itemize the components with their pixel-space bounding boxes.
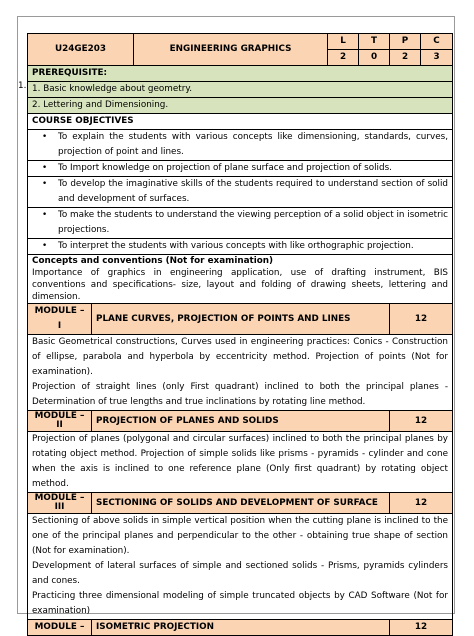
module-header-row [28, 493, 453, 514]
ltpc-value: 2 [328, 50, 359, 66]
module-label: MODULE – III [28, 493, 92, 514]
prerequisite-row [28, 66, 453, 82]
ltpc-label: T [359, 34, 390, 50]
module-header-row [28, 304, 453, 335]
objective-item: • To develop the imaginative skills of the students required to understand section of solid and development of surfaces. [28, 177, 453, 208]
list-number: 1. [18, 81, 27, 91]
ltpc-value: 3 [421, 50, 453, 66]
concepts-row [28, 255, 453, 304]
module-paragraph: Development of lateral surfaces of simple and sectioned solids - Prisms, pyramids cylinders and cones. [32, 561, 449, 586]
course-code: U24GE203 [28, 34, 134, 66]
objective-item: • To explain the students with various concepts like dimensioning, standards, curves, projection of point and lines. [28, 130, 453, 161]
concepts-text: Importance of graphics in engineering application, use of drafting instrument, BIS conventions and specifications- size, layout and folding of drawing sheets, lettering and dimension. [32, 268, 449, 302]
objective-row [28, 239, 453, 255]
ltpc-label: P [390, 34, 421, 50]
module-title: ISOMETRIC PROJECTION [92, 620, 390, 636]
module-hours: 12 [390, 304, 453, 335]
prerequisite-heading: PREREQUISITE: [28, 66, 453, 82]
module-paragraph: Basic Geometrical constructions, Curves used in engineering practices: Conics - Construction of ellipse, parabola and hyperbola by eccentricity method. Projection of points (Not for examination). [32, 337, 449, 377]
objective-row [28, 130, 453, 161]
module-paragraph: Projection of planes (polygonal and circular surfaces) inclined to both the principal planes by rotating object method. Projection of simple solids like prisms - pyramids - cylinder and cone when the axis is inclined to one reference plane (Only first quadrant) by rotating object method. [32, 434, 449, 489]
module-hours: 12 [390, 411, 453, 432]
prerequisite-item: 1. Basic knowledge about geometry. [28, 82, 453, 98]
objectives-heading: COURSE OBJECTIVES [28, 114, 453, 130]
module-hours: 12 [390, 493, 453, 514]
module-label: MODULE – I [28, 304, 92, 335]
prerequisite-row [28, 98, 453, 114]
syllabus-table [27, 33, 453, 636]
module-header-row [28, 620, 453, 636]
module-title: SECTIONING OF SOLIDS AND DEVELOPMENT OF SURFACE [92, 493, 390, 514]
ltpc-value: 0 [359, 50, 390, 66]
module-header-row [28, 411, 453, 432]
module-hours: 12 [390, 620, 453, 636]
course-title: ENGINEERING GRAPHICS [134, 34, 328, 66]
concepts-heading: Concepts and conventions (Not for examination) [32, 256, 274, 266]
objectives-heading-row [28, 114, 453, 130]
module-title: PROJECTION OF PLANES AND SOLIDS [92, 411, 390, 432]
module-paragraph: Practicing three dimensional modeling of simple truncated objects by CAD Software (Not for examination) [32, 591, 449, 616]
objective-item: • To interpret the students with various concepts with like orthographic projection. [28, 239, 453, 255]
prerequisite-item: 2. Lettering and Dimensioning. [28, 98, 453, 114]
ltpc-value: 2 [390, 50, 421, 66]
module-label: MODULE – II [28, 411, 92, 432]
ltpc-label: C [421, 34, 453, 50]
module-content-row [28, 432, 453, 493]
objective-item: • To Import knowledge on projection of plane surface and projection of solids. [28, 161, 453, 177]
header-row [28, 34, 453, 50]
ltpc-label: L [328, 34, 359, 50]
module-content-row [28, 514, 453, 620]
module-title: PLANE CURVES, PROJECTION OF POINTS AND LINES [92, 304, 390, 335]
objective-item: • To make the students to understand the viewing perception of a solid object in isometric projections. [28, 208, 453, 239]
objective-row [28, 208, 453, 239]
module-paragraph: Projection of straight lines (only First quadrant) inclined to both the principal planes - Determination of true lengths and true inclinations by rotating line method. [32, 382, 449, 407]
module-content-row [28, 335, 453, 411]
prerequisite-row [28, 82, 453, 98]
objective-row [28, 177, 453, 208]
objective-row [28, 161, 453, 177]
module-label: MODULE – [28, 620, 92, 636]
module-paragraph: Sectioning of above solids in simple vertical position when the cutting plane is inclined to the one of the principal planes and perpendicular to the other - obtaining true shape of section (Not for examination). [32, 516, 449, 556]
